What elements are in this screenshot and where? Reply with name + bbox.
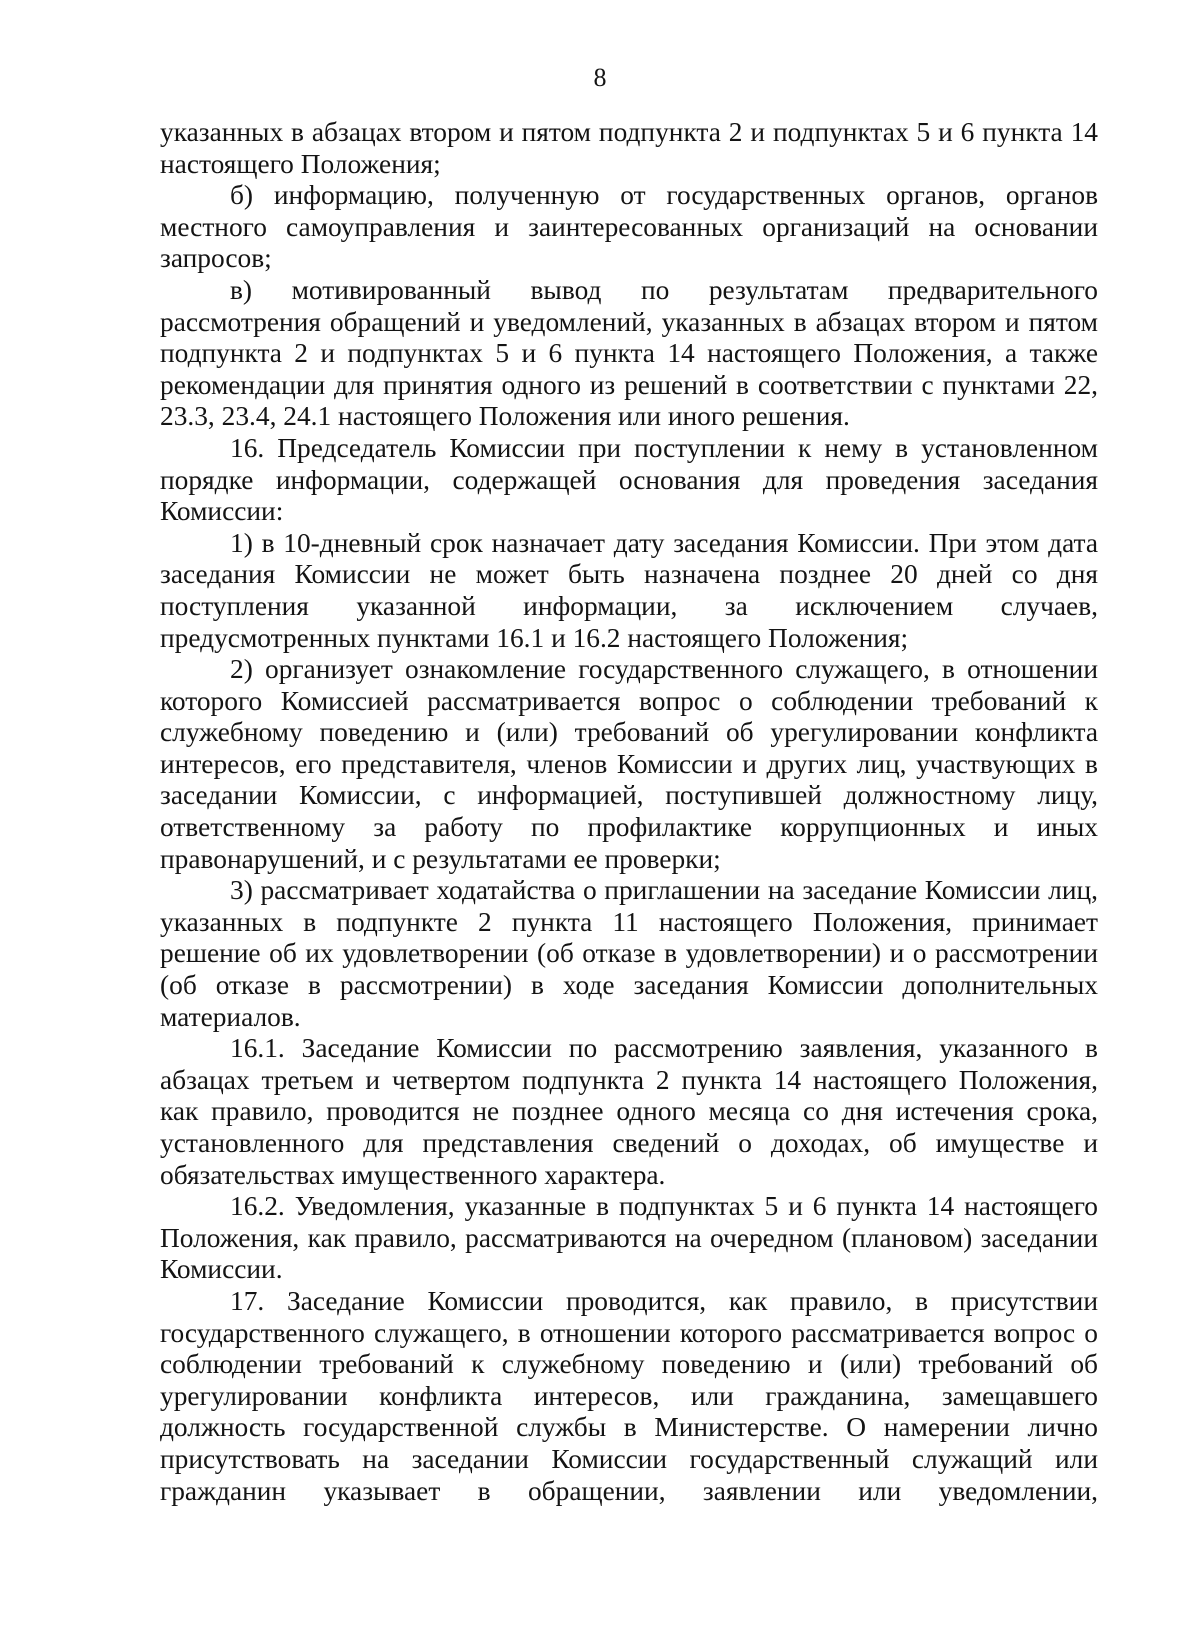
paragraph: 2) организует ознакомление государственного служащего, в отношении которого Комиссией рассматривается вопрос о соблюдении требований к служебному поведению и (или) требований об урегулировании конфликта интересов, его представителя, членов Комиссии и других лиц, участвующих в заседании Комиссии, с информацией, поступившей должностному лицу, ответственному за работу по профилактике коррупционных и иных правонарушений, и с результатами ее проверки; (160, 654, 1098, 874)
paragraph: 3) рассматривает ходатайства о приглашении на заседание Комиссии лиц, указанных в подпункте 2 пункта 11 настоящего Положения, принимает решение об их удовлетворении (об отказе в удовлетворении) и о рассмотрении (об отказе в рассмотрении) в ходе заседания Комиссии дополнительных материалов. (160, 875, 1098, 1032)
document-body (160, 117, 1098, 1507)
paragraph: б) информацию, полученную от государственных органов, органов местного самоуправления и заинтересованных организаций на основании запросов; (160, 180, 1098, 274)
paragraph: 17. Заседание Комиссии проводится, как правило, в присутствии государственного служащего, в отношении которого рассматривается вопрос о соблюдении требований к служебному поведению и (или) требований об урегулировании конфликта интересов, или гражданина, замещавшего должность государственной службы в Министерстве. О намерении лично присутствовать на заседании Комиссии государственный служащий или гражданин указывает в обращении, заявлении или уведомлении, (160, 1285, 1098, 1506)
paragraph: 1) в 10-дневный срок назначает дату заседания Комиссии. При этом дата заседания Комиссии не может быть назначена позднее 20 дней со дня поступления указанной информации, за исключением случаев, предусмотренных пунктами 16.1 и 16.2 настоящего Положения; (160, 527, 1098, 653)
page-number: 8 (593, 63, 607, 92)
paragraph: указанных в абзацах втором и пятом подпункта 2 и подпунктах 5 и 6 пункта 14 настоящего Положения; (160, 117, 1098, 179)
paragraph: 16.1. Заседание Комиссии по рассмотрению заявления, указанного в абзацах третьем и четвертом подпункта 2 пункта 14 настоящего Положения, как правило, проводится не позднее одного месяца со дня истечения срока, установленного для представления сведений о доходах, об имуществе и обязательствах имущественного характера. (160, 1033, 1098, 1190)
paragraph: 16.2. Уведомления, указанные в подпунктах 5 и 6 пункта 14 настоящего Положения, как правило, рассматриваются на очередном (плановом) заседании Комиссии. (160, 1191, 1098, 1285)
paragraph: в) мотивированный вывод по результатам предварительного рассмотрения обращений и уведомлений, указанных в абзацах втором и пятом подпункта 2 и подпунктах 5 и 6 пункта 14 настоящего Положения, а также рекомендации для принятия одного из решений в соответствии с пунктами 22, 23.3, 23.4, 24.1 настоящего Положения или иного решения. (160, 274, 1098, 432)
paragraph: 16. Председатель Комиссии при поступлении к нему в установленном порядке информации, содержащей основания для проведения заседания Комиссии: (160, 432, 1098, 527)
